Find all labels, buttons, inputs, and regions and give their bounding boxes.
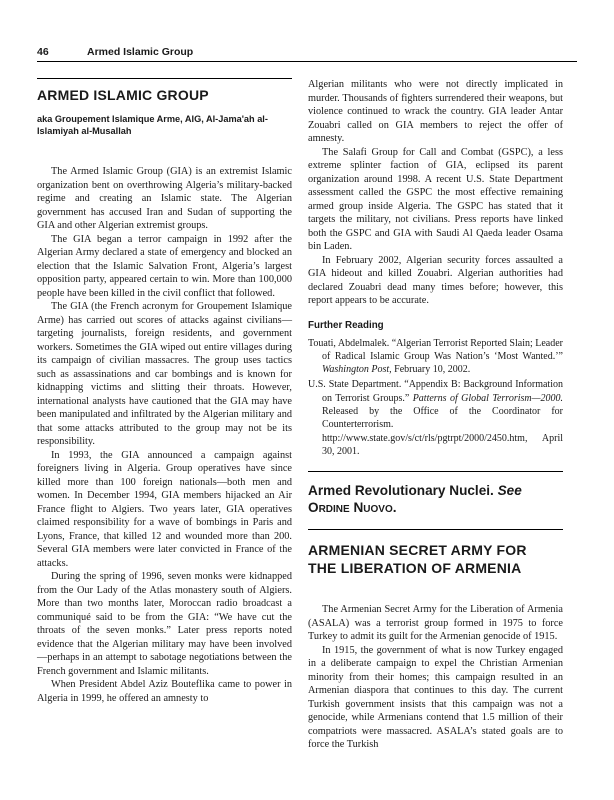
body-paragraph: The Salafi Group for Call and Combat (GSPC), a less extreme splinter faction of GIA, eclipsed its parent organization around 1998. A recent U.S. State Department assessment called the GSPC the most effective remaining armed group inside Algeria. The GSPC has stated that it targets the military, not civilians. Press reports have linked both the GSPC and GIA with Saudi Al Qaeda leader Osama bin Laden. <box>308 146 563 252</box>
body-paragraph: Algerian militants who were not directly implicated in murder. Thousands of fighters surrendered their weapons, but violence continued to wrack the country. GIA leader Antar Zouabri called on GIA members to reject the offer of amnesty. <box>308 79 563 144</box>
entry-aka: aka Groupement Islamique Arme, AIG, Al-Jama'ah al-Islamiyah al-Musallah <box>37 114 268 136</box>
body-paragraph: The GIA began a terror campaign in 1992 after the Algerian Army declared a state of emergency and blocked an election that the Islamic Salvation Front, Algeria’s largest opposition party, appeared certain to win. More than 100,000 people have been killed in the civil conflict that followed. <box>37 233 292 299</box>
section-rule <box>308 529 563 530</box>
further-reading-title: Further Reading <box>308 319 384 331</box>
body-paragraph: The GIA (the French acronym for Groupement Islamique Arme) has carried out scores of attacks against civilians—targeting journalists, foreign residents, and government workers. Sometimes the GIA wiped out entire villages during its campaign of civilian massacres. The group uses tactics such as assassinations and car bombings and is known for kidnapping victims and slitting their throats. However, international analysts have cautioned that the GIA may have been manipulated and infiltrated by the Algerian military and that some attacks attributed to the group may not be its responsibility. <box>37 301 292 447</box>
crossref-block <box>308 471 563 516</box>
left-column <box>37 78 292 705</box>
entry-title: ARMED ISLAMIC GROUP <box>37 87 209 103</box>
right-column <box>308 78 563 752</box>
body-paragraph: When President Abdel Aziz Bouteflika came to power in Algeria in 1999, he offered an amnesty to <box>37 679 292 704</box>
section-rule <box>308 471 563 472</box>
page-number: 46 <box>37 46 49 58</box>
body-paragraph: During the spring of 1996, seven monks were kidnapped from the Our Lady of the Atlas monastery south of Algiers. More than two months later, Moroccan radio broadcast a communiqué said to be from the GIA: “We have cut the throats of the seven monks.” Later press reports noted evidence that the Algerian military may have been involved—perhaps in an attempt to sabotage negotiations between the French government and Islamic militants. <box>37 571 292 677</box>
running-header <box>37 46 577 62</box>
running-title: Armed Islamic Group <box>87 46 194 58</box>
cross-reference: Armed Revolutionary Nuclei. See Ordine Nuovo. <box>308 483 522 516</box>
section-rule <box>37 78 292 79</box>
reference-item: U.S. State Department. “Appendix B: Background Information on Terrorist Groups.” Patterns of Global Terrorism—2000. Released by the Office of the Coordinator for Counterterrorism. http://www.state.gov/s/ct/rls/pgtrpt/2000/2450.htm, April 30, 2001. <box>308 379 563 457</box>
body-paragraph: In 1915, the government of what is now Turkey engaged in a deliberate campaign to expel the Christian Armenian minority from their homes; this campaign resulted in an Armenian diaspora that continues to this day. The current Turkish government insists that this campaign was not a genocide, while Armenians contend that 1.5 million of their compatriots were massacred. ASALA’s stated goals are to force the Turkish <box>308 644 563 751</box>
reference-item: Touati, Abdelmalek. “Algerian Terrorist Reported Slain; Leader of Radical Islamic Group Was Nation’s ‘Most Wanted.’” Washington Post, February 10, 2002. <box>308 337 563 376</box>
cross-reference-target: Ordine Nuovo. <box>308 500 397 516</box>
body-paragraph: In 1993, the GIA announced a campaign against foreigners living in Algeria. Group operatives have since killed more than 100 foreign nationals—both men and women. In December 1994, GIA members hijacked an Air France flight to Algiers. Two years later, GIA operatives claimed responsibility for a wave of bombings in Paris and Lyons, France, that killed 12 and wounded more than 200. Several GIA members were later convicted in France of the attacks. <box>37 449 292 569</box>
entry-title: ARMENIAN SECRET ARMY FOR THE LIBERATION OF ARMENIA <box>308 542 527 576</box>
header-rule <box>37 61 577 62</box>
body-paragraph: In February 2002, Algerian security forces assaulted a GIA hideout and killed Zouabri. Algerian authorities had declared Zouabri dead many times before; however, this report appears to be accurate. <box>308 254 563 306</box>
body-paragraph: The Armenian Secret Army for the Liberation of Armenia (ASALA) was a terrorist group formed in 1975 to force Turkey to admit its guilt for the Armenian genocide of 1915. <box>308 604 563 643</box>
entry2-block <box>308 529 563 752</box>
body-paragraph: The Armed Islamic Group (GIA) is an extremist Islamic organization bent on overthrowing Algeria’s military-backed regime and creating an Islamic state. The Algerian government has accused Iran and Sudan of supporting the GIA and other Algerian extremist groups. <box>37 166 292 231</box>
